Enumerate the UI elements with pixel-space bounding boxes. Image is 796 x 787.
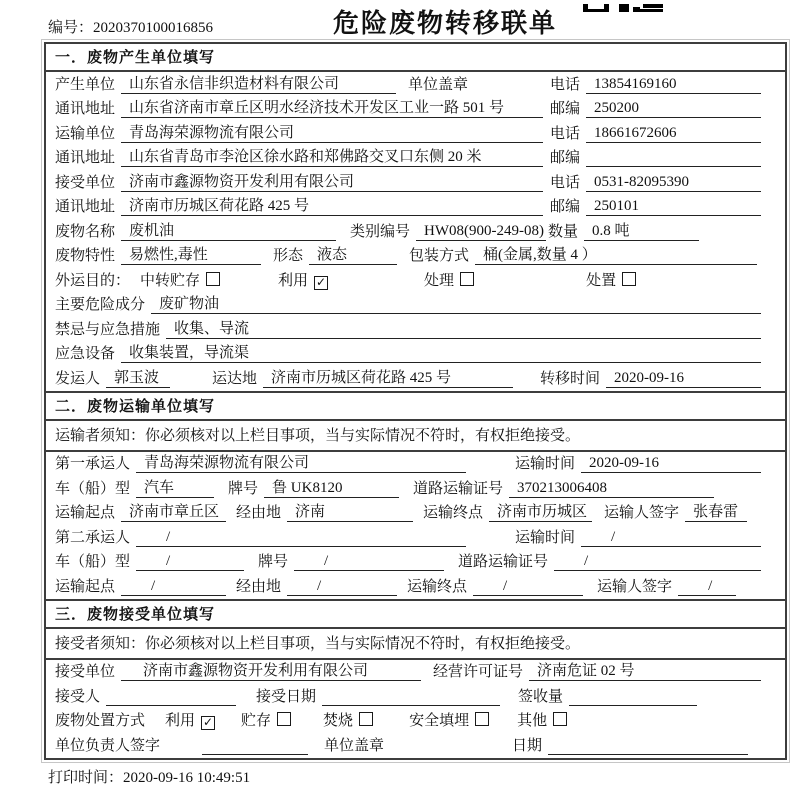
end1-label: 运输终点 xyxy=(423,505,484,521)
vehicle-type2-value: / xyxy=(136,552,244,571)
hazard-label: 主要危险成分 xyxy=(55,297,146,313)
origin2-value: / xyxy=(121,577,226,596)
producer-zip-value: 250200 xyxy=(586,99,761,118)
transporter-address-label: 通讯地址 xyxy=(55,150,116,166)
receiver-row xyxy=(46,170,785,195)
accept-person-row xyxy=(46,684,785,709)
transporter-row xyxy=(46,121,785,146)
page-title: 危险废物转移联单 xyxy=(332,9,557,38)
option-label: 中转贮存 xyxy=(140,272,201,289)
form-number-value: 2020370100016856 xyxy=(93,20,214,36)
via1-value: 济南 xyxy=(287,503,413,522)
end2-label: 运输终点 xyxy=(407,578,468,595)
category-label: 类别编号 xyxy=(350,223,411,240)
date2-label: 日期 xyxy=(512,737,543,754)
receiver-address-row xyxy=(46,195,785,220)
plate1-label: 牌号 xyxy=(228,480,259,497)
transporter-address-row xyxy=(46,146,785,171)
waste-name-row xyxy=(46,219,785,244)
print-time xyxy=(48,766,796,787)
sender-row xyxy=(46,366,785,391)
transfer-date-value: 2020-09-16 xyxy=(606,369,761,388)
emergency-label: 禁忌与应急措施 xyxy=(55,321,161,338)
option-label: 其他 xyxy=(517,713,548,729)
receiver-address-label: 通讯地址 xyxy=(55,199,116,215)
equipment-value: 收集装置，导流渠 xyxy=(121,344,761,363)
accept-unit-value: 济南市鑫源物资开发利用有限公司 xyxy=(121,662,421,681)
responsible-sign-value xyxy=(202,736,308,755)
producer-phone-label: 电话 xyxy=(549,76,580,93)
first-carrier-value: 青岛海荣源物流有限公司 xyxy=(136,454,466,473)
packing-value: 桶(金属,数量 4 ） xyxy=(475,246,757,265)
form-number-label: 编号： xyxy=(48,20,94,36)
check-icon: ✓ xyxy=(203,715,214,729)
option-disposal-storage xyxy=(241,712,291,730)
checkbox-unchecked xyxy=(460,272,474,286)
plate2-label: 牌号 xyxy=(258,554,289,570)
transporter-address-value: 山东省青岛市李沧区徐水路和郑佛路交叉口东侧 20 米 xyxy=(121,148,543,167)
waste-character-value: 易燃性,毒性 xyxy=(121,246,261,265)
second-carrier-label: 第二承运人 xyxy=(55,529,131,546)
checkbox-unchecked xyxy=(359,712,373,726)
destination-label: 运达地 xyxy=(212,370,258,387)
option-label: 处理 xyxy=(424,272,455,289)
end2-value: / xyxy=(473,577,583,596)
check-icon: ✓ xyxy=(316,274,327,289)
option-disposal-landfill xyxy=(409,712,489,730)
purpose-row xyxy=(46,268,785,293)
vehicle-type1-value: 汽车 xyxy=(136,479,214,498)
option-label: 利用 xyxy=(165,713,196,729)
purpose-label: 外运目的： xyxy=(55,272,131,289)
sender-value: 郭玉波 xyxy=(106,369,170,388)
destination-value: 济南市历城区荷花路 425 号 xyxy=(263,369,513,388)
disposal-method-label: 废物处置方式 xyxy=(55,713,146,729)
origin1-label: 运输起点 xyxy=(55,505,116,521)
print-time-value: 2020-09-16 10:49:51 xyxy=(123,769,251,786)
route1-row xyxy=(46,501,785,526)
transport-time1-label: 运输时间 xyxy=(514,456,575,472)
transporter-unit-value: 青岛海荣源物流有限公司 xyxy=(121,124,543,143)
vehicle1-row xyxy=(46,476,785,501)
carrier-sign1-label: 运输人签字 xyxy=(604,505,680,521)
option-label: 安全填埋 xyxy=(409,713,470,729)
road-license1-value: 370213006408 xyxy=(509,479,714,498)
unit-seal-label: 单位盖章 xyxy=(408,76,469,93)
via2-label: 经由地 xyxy=(236,578,282,595)
waste-character-row xyxy=(46,244,785,269)
accept-person-label: 接受人 xyxy=(55,688,101,705)
responsible-sign-label: 单位负责人签字 xyxy=(55,737,161,754)
option-utilize xyxy=(278,272,328,290)
permit-value: 济南危证 02 号 xyxy=(529,662,761,681)
carrier-sign2-label: 运输人签字 xyxy=(597,578,673,595)
checkbox-unchecked xyxy=(206,272,220,286)
waste-name-value: 废机油 xyxy=(121,222,336,241)
receiver-zip-value: 250101 xyxy=(586,197,761,216)
option-label: 利用 xyxy=(278,272,309,289)
transport-time2-label: 运输时间 xyxy=(514,529,575,546)
producer-address-value: 山东省济南市章丘区明水经济技术开发区工业一路 501 号 xyxy=(121,99,543,118)
road-license2-label: 道路运输证号 xyxy=(458,554,549,570)
transporter-phone-label: 电话 xyxy=(549,125,580,142)
quantity-label: 数量 xyxy=(547,223,578,240)
second-carrier-value: / xyxy=(136,528,466,547)
producer-unit-label: 产生单位 xyxy=(55,76,116,93)
hazard-value: 废矿物油 xyxy=(151,295,761,314)
receiver-unit-label: 接受单位 xyxy=(55,174,116,191)
transport-time2-value: / xyxy=(581,528,761,547)
transfer-date-label: 转移时间 xyxy=(539,370,600,387)
origin2-label: 运输起点 xyxy=(55,578,116,595)
section2-title: 二．废物运输单位填写 xyxy=(46,391,785,421)
equipment-row xyxy=(46,342,785,367)
first-carrier-label: 第一承运人 xyxy=(55,456,131,472)
accept-unit-label: 接受单位 xyxy=(55,664,116,680)
form-state-value: 液态 xyxy=(309,246,397,265)
date2-value xyxy=(548,736,748,755)
receiver-unit-value: 济南市鑫源物资开发利用有限公司 xyxy=(121,173,543,192)
option-disposal-incinerate xyxy=(323,712,373,730)
hazard-row xyxy=(46,293,785,318)
print-time-label: 打印时间： xyxy=(48,769,124,786)
waste-character-label: 废物特性 xyxy=(55,248,116,264)
receiver-zip-label: 邮编 xyxy=(549,199,580,215)
option-dispose xyxy=(586,272,636,290)
accept-person-value xyxy=(106,687,236,706)
receiver-phone-label: 电话 xyxy=(549,174,580,191)
page-header xyxy=(0,0,796,42)
transfer-form-table xyxy=(44,42,787,760)
accept-date-label: 接受日期 xyxy=(256,688,317,705)
producer-address-row xyxy=(46,97,785,122)
checkbox-checked xyxy=(314,276,328,290)
checkbox-unchecked xyxy=(622,272,636,286)
transporter-zip-label: 邮编 xyxy=(549,150,580,166)
disposal-method-row xyxy=(46,709,785,734)
packing-label: 包装方式 xyxy=(409,248,470,264)
option-disposal-utilize xyxy=(165,712,215,730)
checkbox-checked xyxy=(201,716,215,730)
unit-seal2-label: 单位盖章 xyxy=(324,737,385,754)
emergency-value: 收集、导流 xyxy=(166,320,761,339)
option-treat xyxy=(424,272,474,290)
qr-code-icon xyxy=(583,4,663,12)
end1-value: 济南市历城区 xyxy=(489,503,592,522)
section3-title: 三．废物接受单位填写 xyxy=(46,599,785,629)
receiver-address-value: 济南市历城区荷花路 425 号 xyxy=(121,197,543,216)
section1-title: 一．废物产生单位填写 xyxy=(46,44,785,72)
option-disposal-other xyxy=(517,712,567,730)
equipment-label: 应急设备 xyxy=(55,346,116,362)
option-transfer-storage xyxy=(140,272,220,290)
carrier-sign2-value: / xyxy=(678,577,736,596)
vehicle-type1-label: 车（船）型 xyxy=(55,480,131,497)
road-license2-value: / xyxy=(554,552,761,571)
via2-value: / xyxy=(287,577,397,596)
signed-amount-label: 签收量 xyxy=(518,688,564,705)
carrier-sign1-value: 张春雷 xyxy=(685,503,747,522)
accept-date-value xyxy=(322,687,500,706)
transporter-zip-value xyxy=(586,148,761,167)
vehicle-type2-label: 车（船）型 xyxy=(55,554,131,570)
producer-zip-label: 邮编 xyxy=(549,101,580,117)
waste-name-label: 废物名称 xyxy=(55,223,116,240)
transporter-unit-label: 运输单位 xyxy=(55,125,116,142)
origin1-value: 济南市章丘区 xyxy=(121,503,226,522)
first-carrier-row xyxy=(46,452,785,477)
receiver-phone-value: 0531-82095390 xyxy=(586,173,761,192)
plate1-value: 鲁 UK8120 xyxy=(264,479,399,498)
checkbox-unchecked xyxy=(475,712,489,726)
checkbox-unchecked xyxy=(277,712,291,726)
transporter-phone-value: 18661672606 xyxy=(586,124,761,143)
option-label: 处置 xyxy=(586,272,617,289)
category-value: HW08(900-249-08) xyxy=(416,222,546,241)
permit-label: 经营许可证号 xyxy=(433,664,524,680)
emergency-row xyxy=(46,317,785,342)
producer-phone-value: 13854169160 xyxy=(586,75,761,94)
signed-amount-value xyxy=(569,687,697,706)
plate2-value: / xyxy=(294,552,444,571)
second-carrier-row xyxy=(46,525,785,550)
producer-unit-value: 山东省永信非织造材料有限公司 xyxy=(121,75,396,94)
option-label: 焚烧 xyxy=(323,713,354,729)
transport-time1-value: 2020-09-16 xyxy=(581,454,761,473)
option-label: 贮存 xyxy=(241,713,272,729)
producer-address-label: 通讯地址 xyxy=(55,101,116,117)
route2-row xyxy=(46,574,785,599)
accept-unit-row xyxy=(46,660,785,685)
form-state-label: 形态 xyxy=(273,248,304,264)
checkbox-unchecked xyxy=(553,712,567,726)
via1-label: 经由地 xyxy=(236,505,282,521)
receiver-notice: 接受者须知：你必须核对以上栏目事项，当与实际情况不符时，有权拒绝接受。 xyxy=(46,629,785,660)
producer-row xyxy=(46,72,785,97)
vehicle2-row xyxy=(46,550,785,575)
quantity-value: 0.8 吨 xyxy=(584,222,699,241)
responsible-sign-row xyxy=(46,733,785,758)
qr-code-fragment xyxy=(583,0,663,17)
transporter-notice: 运输者须知：你必须核对以上栏目事项，当与实际情况不符时，有权拒绝接受。 xyxy=(46,421,785,452)
road-license1-label: 道路运输证号 xyxy=(413,480,504,497)
sender-label: 发运人 xyxy=(55,370,101,387)
